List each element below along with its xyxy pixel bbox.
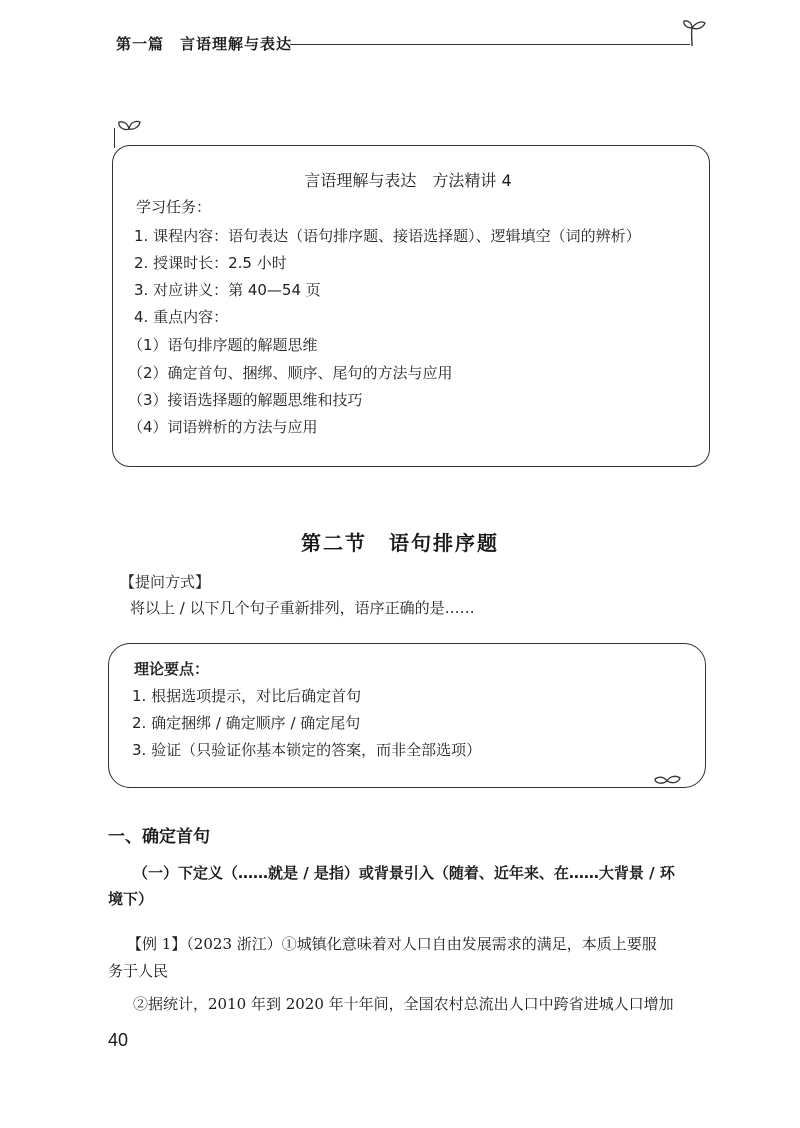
theory-line: 1. 根据选项提示，对比后确定首句 — [132, 687, 362, 705]
theory-heading: 理论要点： — [134, 660, 210, 678]
question-style-label: 【提问方式】 — [120, 573, 211, 591]
task-line: （4）词语辨析的方法与应用 — [128, 418, 318, 436]
task-line: 4. 重点内容： — [134, 308, 229, 326]
running-header — [116, 33, 292, 54]
header-title: 言语理解与表达 — [180, 35, 293, 53]
section-name: 语句排序题 — [389, 531, 499, 555]
page-number: 40 — [108, 1030, 129, 1050]
task-box-title: 言语理解与表达 方法精讲 4 — [304, 171, 512, 190]
task-line: 2. 授课时长：2.5 小时 — [134, 254, 287, 272]
leaf-icon — [652, 772, 682, 788]
sub1-line2: 境下） — [108, 890, 154, 908]
task-line: （1）语句排序题的解题思维 — [128, 336, 318, 354]
theory-line: 3. 验证（只验证你基本锁定的答案，而非全部选项） — [132, 741, 482, 759]
task-heading: 学习任务： — [136, 198, 212, 216]
header-rule — [290, 44, 690, 45]
leaf-stem — [114, 128, 115, 148]
task-line: （2）确定首句、捆绑、顺序、尾句的方法与应用 — [128, 364, 453, 382]
header-part: 第一篇 — [116, 35, 165, 53]
sprout-icon — [680, 16, 708, 48]
section-title — [0, 527, 800, 556]
example-line3: ②据统计，2010 年到 2020 年十年间，全国农村总流出人口中跨省进城人口增加 — [133, 995, 674, 1013]
leaf-icon — [116, 117, 142, 133]
theory-line: 2. 确定捆绑 / 确定顺序 / 确定尾句 — [132, 714, 361, 732]
example-line2: 务于人民 — [108, 962, 169, 980]
task-line: （3）接语选择题的解题思维和技巧 — [128, 391, 363, 409]
task-line: 1. 课程内容：语句表达（语句排序题、接语选择题）、逻辑填空（词的辨析） — [134, 227, 641, 245]
subsection-title: 一、确定首句 — [108, 827, 210, 847]
sub1-line1: （一）下定义（……就是 / 是指）或背景引入（随着、近年来、在……大背景 / 环 — [133, 864, 675, 882]
section-part: 第二节 — [301, 531, 367, 555]
question-style-text: 将以上 / 以下几个句子重新排列，语序正确的是…… — [130, 599, 475, 617]
example-line1: 【例 1】（2023 浙江）①城镇化意味着对人口自由发展需求的满足，本质上要服 — [127, 935, 657, 953]
task-line: 3. 对应讲义：第 40—54 页 — [134, 281, 321, 299]
